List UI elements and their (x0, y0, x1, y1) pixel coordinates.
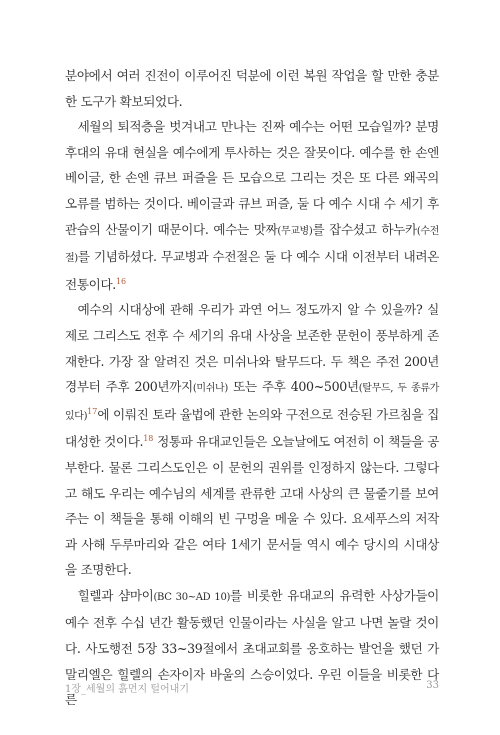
paragraph-text: 에 이뤄진 토라 율법에 관한 논의와 구전으로 전승된 가르침을 집대성한 것이다. (65, 406, 439, 450)
page-number: 33 (426, 680, 439, 691)
paragraph-3 (65, 297, 439, 583)
annotation-text: (탈무드, 두 종류가 있다) (65, 383, 439, 422)
paragraph-text: 를 잡수셨고 하누카 (312, 221, 417, 237)
footnote-marker[interactable]: 18 (143, 434, 154, 444)
paragraph-text: 분야에서 여러 진전이 이루어진 덕분에 이런 복원 작업을 할 만한 충분한 도구가 확보되었다. (65, 68, 439, 109)
footnote-marker[interactable]: 17 (87, 406, 98, 416)
paragraph-2 (65, 114, 439, 297)
paragraph-1 (65, 63, 439, 114)
annotation-text: (무교병) (277, 225, 313, 237)
paragraph-text: 정통파 유대교인들은 오늘날에도 여전히 이 책들을 공부한다. 물론 그리스도인은 이 문헌의 권위를 인정하지 않는다. 그렇다고 해도 우리는 예수님의 세계를 관류한 고대 사상의 큰 물줄기를 보여주는 이 책들을 통해 이해의 빈 구멍을 메울 수 있다. 요세푸스의 저작과 사해 두루마리와 같은 여타 1세기 문서들 역시 예수 당시의 시대상을 조명한다. (65, 434, 440, 578)
paragraph-text: 를 비롯한 유대교의 유력한 사상가들이 예수 전후 수십 년간 활동했던 인물이라는 사실을 알고 나면 놀랄 것이다. 사도행전 5장 33~39절에서 초대교회를 옹호하는 발언을 했던 가말리엘은 힐렐의 손자이자 바울의 스승이었다. 우린 이들을 비롯한 다른 (65, 587, 439, 708)
footnote-marker[interactable]: 16 (115, 276, 127, 286)
page-footer (65, 680, 439, 696)
annotation-text: (BC 30~AD 10) (153, 591, 231, 603)
annotation-text: (미쉬나) (192, 383, 228, 395)
running-footer-chapter: 1장_세월의 흙먼지 털어내기 (65, 684, 189, 695)
paragraph-text: 또는 주후 400~500년 (227, 379, 359, 395)
body-text (65, 63, 439, 713)
paragraph-text: 힐렐과 샴마이 (77, 587, 154, 603)
paragraph-text: 세월의 퇴적층을 벗겨내고 만나는 진짜 예수는 어떤 모습일까? 분명 후대의 유대 현실을 예수에게 투사하는 것은 잘못이다. 예수를 한 손엔 베이글, 한 손엔 큐브 퍼즐을 든 모습으로 그리는 것은 또 다른 왜곡의 오류를 범하는 것이다. 베이글과 큐브 퍼즐, 둘 다 예수 시대 수 세기 후 관습의 산물이기 때문이다. 예수는 맛짜 (65, 119, 439, 237)
annotation-text: (수전절) (65, 225, 439, 265)
paragraph-text: 를 기념하셨다. 무교병과 수전절은 둘 다 예수 시대 이전부터 내려온 전통이다. (65, 249, 439, 292)
paragraph-text: 예수의 시대상에 관해 우리가 과연 어느 정도까지 알 수 있을까? 실제로 그리스도 전후 수 세기의 유대 사상을 보존한 문헌이 풍부하게 존재한다. 가장 잘 알려진 것은 미쉬나와 탈무드다. 두 책은 주전 200년경부터 주후 200년까지 (65, 302, 439, 395)
